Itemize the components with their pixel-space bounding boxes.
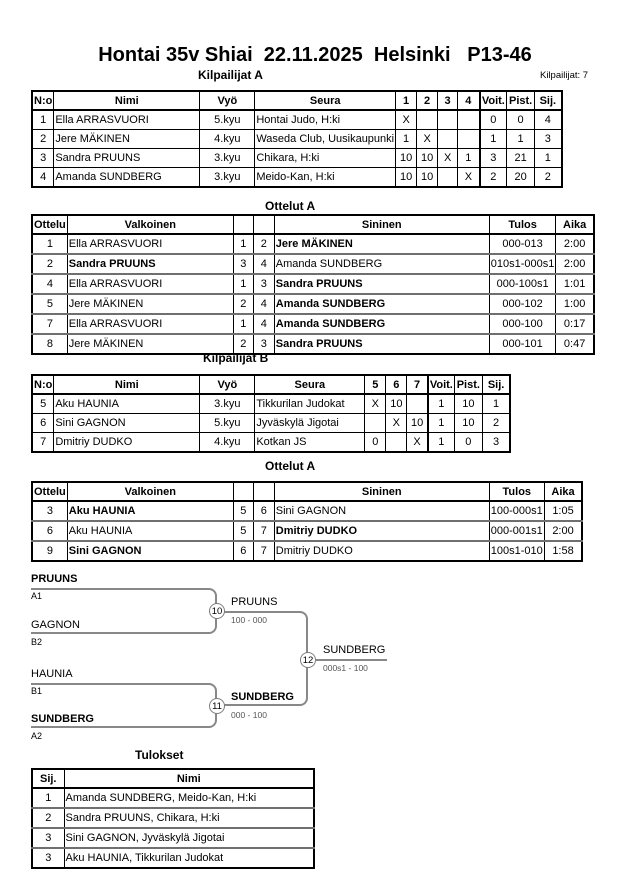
section-title-competitors-b: Kilpailijat B bbox=[203, 351, 269, 365]
cell: 1 bbox=[32, 788, 64, 808]
cell: 6 bbox=[253, 501, 274, 521]
cell: Chikara, H:ki bbox=[255, 149, 396, 168]
cell: 1 bbox=[458, 149, 480, 168]
column-header: Nimi bbox=[64, 769, 314, 788]
section-title-results: Tulokset bbox=[135, 748, 184, 762]
cell: 100-000s1 bbox=[489, 501, 544, 521]
table-row bbox=[32, 254, 594, 274]
bracket-entry-seed: A2 bbox=[31, 731, 43, 741]
cell: 7 bbox=[253, 541, 274, 561]
cell: 1 bbox=[480, 130, 507, 149]
cell: 1 bbox=[233, 314, 253, 334]
cell: 4 bbox=[535, 110, 562, 130]
match-11-winner: SUNDBERG bbox=[231, 691, 294, 703]
cell: 0 bbox=[507, 110, 535, 130]
cell: Sini GAGNON bbox=[54, 414, 200, 433]
table-row bbox=[32, 110, 562, 130]
cell bbox=[407, 394, 428, 414]
bracket-entry-name: GAGNON bbox=[31, 619, 80, 631]
column-header: Pist. bbox=[454, 375, 482, 394]
table-row bbox=[32, 433, 510, 453]
cell: 4 bbox=[253, 314, 274, 334]
column-header: 4 bbox=[458, 91, 480, 110]
cell: 1:01 bbox=[556, 274, 594, 294]
cell: X bbox=[407, 433, 428, 453]
match-12-node: 12 bbox=[300, 652, 316, 668]
cell: 2 bbox=[32, 808, 64, 828]
cell: 2 bbox=[253, 234, 274, 254]
cell: 5.kyu bbox=[200, 414, 255, 433]
cell: X bbox=[386, 414, 407, 433]
cell: Sandra PRUUNS bbox=[54, 149, 200, 168]
table-row bbox=[32, 521, 582, 541]
cell: 0 bbox=[365, 433, 386, 453]
cell: Ella ARRASVUORI bbox=[54, 110, 200, 130]
bracket-winner-line bbox=[316, 659, 387, 661]
cell: 3 bbox=[32, 828, 64, 848]
column-header: 3 bbox=[438, 91, 458, 110]
column-header: Valkoinen bbox=[67, 215, 233, 234]
competitors-b-table bbox=[31, 374, 511, 453]
cell: 5.kyu bbox=[200, 110, 255, 130]
cell: Hontai Judo, H:ki bbox=[255, 110, 396, 130]
cell: 6 bbox=[233, 541, 253, 561]
cell: Amanda SUNDBERG, Meido-Kan, H:ki bbox=[64, 788, 314, 808]
column-header: Tulos bbox=[489, 482, 544, 501]
cell: Kotkan JS bbox=[255, 433, 365, 453]
bracket-entry-name: SUNDBERG bbox=[31, 713, 94, 725]
column-header: Sininen bbox=[274, 482, 489, 501]
cell: 010s1-000s1 bbox=[489, 254, 556, 274]
cell: 3 bbox=[32, 149, 54, 168]
cell: Aku HAUNIA bbox=[67, 501, 233, 521]
cell: 2:00 bbox=[544, 521, 582, 541]
cell: 2 bbox=[482, 414, 510, 433]
cell: 1 bbox=[428, 414, 455, 433]
table-row bbox=[32, 788, 314, 808]
cell: X bbox=[458, 168, 480, 188]
cell: Aku HAUNIA bbox=[54, 394, 200, 414]
column-header: N:o bbox=[32, 375, 54, 394]
cell: Sandra PRUUNS bbox=[274, 334, 489, 354]
cell: 4 bbox=[253, 294, 274, 314]
table-row bbox=[32, 501, 582, 521]
match-12-score: 000s1 - 100 bbox=[323, 663, 368, 673]
cell: 10 bbox=[396, 168, 417, 188]
column-header: Nimi bbox=[54, 91, 200, 110]
competitor-count: Kilpailijat: 7 bbox=[540, 70, 589, 81]
table-row bbox=[32, 234, 594, 254]
matches-a-table bbox=[31, 214, 595, 355]
cell: 000-001s1 bbox=[489, 521, 544, 541]
cell: 10 bbox=[407, 414, 428, 433]
cell: Sini GAGNON bbox=[67, 541, 233, 561]
cell bbox=[458, 130, 480, 149]
cell: 3 bbox=[253, 274, 274, 294]
cell: 000-101 bbox=[489, 334, 556, 354]
cell: 3.kyu bbox=[200, 149, 255, 168]
cell: 5 bbox=[32, 294, 67, 314]
cell: Aku HAUNIA bbox=[67, 521, 233, 541]
match-10-winner: PRUUNS bbox=[231, 596, 278, 608]
column-header bbox=[233, 215, 253, 234]
cell: 3 bbox=[233, 254, 253, 274]
cell: X bbox=[396, 110, 417, 130]
cell: 1 bbox=[535, 149, 562, 168]
cell: 3 bbox=[480, 149, 507, 168]
cell: 2 bbox=[32, 254, 67, 274]
table-row bbox=[32, 314, 594, 334]
cell: X bbox=[438, 149, 458, 168]
cell: 6 bbox=[32, 521, 67, 541]
cell: Sandra PRUUNS bbox=[67, 254, 233, 274]
cell: 7 bbox=[253, 521, 274, 541]
cell: 7 bbox=[32, 314, 67, 334]
cell: Amanda SUNDBERG bbox=[274, 294, 489, 314]
cell: 0 bbox=[480, 110, 507, 130]
cell: Dmitriy DUDKO bbox=[54, 433, 200, 453]
cell: Dmitriy DUDKO bbox=[274, 521, 489, 541]
competitors-a-table bbox=[31, 90, 563, 188]
cell: 1 bbox=[428, 394, 455, 414]
column-header bbox=[253, 215, 274, 234]
cell: 2:00 bbox=[556, 254, 594, 274]
cell: Amanda SUNDBERG bbox=[274, 254, 489, 274]
cell: 100s1-010 bbox=[489, 541, 544, 561]
cell: 5 bbox=[233, 521, 253, 541]
column-header: Voit. bbox=[480, 91, 507, 110]
cell: 21 bbox=[507, 149, 535, 168]
table-row bbox=[32, 130, 562, 149]
column-header: Tulos bbox=[489, 215, 556, 234]
cell: 9 bbox=[32, 541, 67, 561]
cell: 1 bbox=[233, 234, 253, 254]
cell: 3 bbox=[32, 848, 64, 868]
cell: X bbox=[417, 130, 438, 149]
page-title: Hontai 35v Shiai 22.11.2025 Helsinki P13-46 bbox=[98, 44, 532, 66]
cell: 6 bbox=[32, 414, 54, 433]
cell: 4 bbox=[253, 254, 274, 274]
cell: Jere MÄKINEN bbox=[67, 294, 233, 314]
cell: 1 bbox=[428, 433, 455, 453]
table-row bbox=[32, 541, 582, 561]
cell: 000-102 bbox=[489, 294, 556, 314]
header-row bbox=[32, 769, 314, 788]
cell: Sini GAGNON, Jyväskylä Jigotai bbox=[64, 828, 314, 848]
cell bbox=[458, 110, 480, 130]
match-10-score: 100 - 000 bbox=[231, 615, 267, 625]
cell: 10 bbox=[396, 149, 417, 168]
header-row bbox=[32, 91, 562, 110]
matches-b-table bbox=[31, 481, 583, 562]
table-row bbox=[32, 828, 314, 848]
bracket-entry-name: HAUNIA bbox=[31, 668, 73, 680]
match-11-score: 000 - 100 bbox=[231, 710, 267, 720]
cell: 1 bbox=[233, 274, 253, 294]
cell: Ella ARRASVUORI bbox=[67, 274, 233, 294]
cell: 3 bbox=[32, 501, 67, 521]
cell: 1 bbox=[32, 110, 54, 130]
column-header: Sij. bbox=[482, 375, 510, 394]
cell: Jyväskylä Jigotai bbox=[255, 414, 365, 433]
column-header: Valkoinen bbox=[67, 482, 233, 501]
cell bbox=[438, 168, 458, 188]
cell: Sandra PRUUNS bbox=[274, 274, 489, 294]
cell bbox=[365, 414, 386, 433]
cell: 3 bbox=[482, 433, 510, 453]
table-row bbox=[32, 394, 510, 414]
table-row bbox=[32, 149, 562, 168]
cell: 0:17 bbox=[556, 314, 594, 334]
match-10-node: 10 bbox=[209, 603, 225, 619]
cell: Jere MÄKINEN bbox=[274, 234, 489, 254]
cell: 1:58 bbox=[544, 541, 582, 561]
cell: 3 bbox=[253, 334, 274, 354]
cell: 1 bbox=[482, 394, 510, 414]
column-header: N:o bbox=[32, 91, 54, 110]
cell: 10 bbox=[454, 414, 482, 433]
column-header: Nimi bbox=[54, 375, 200, 394]
results-table bbox=[31, 768, 315, 869]
table-row bbox=[32, 294, 594, 314]
column-header: Ottelu bbox=[32, 215, 67, 234]
column-header: 6 bbox=[386, 375, 407, 394]
section-title-matches-a: Ottelut A bbox=[265, 199, 316, 213]
table-row bbox=[32, 848, 314, 868]
cell: Amanda SUNDBERG bbox=[274, 314, 489, 334]
cell: 5 bbox=[233, 501, 253, 521]
cell: Ella ARRASVUORI bbox=[67, 314, 233, 334]
cell: 8 bbox=[32, 334, 67, 354]
column-header bbox=[233, 482, 253, 501]
column-header: Voit. bbox=[428, 375, 455, 394]
header-row bbox=[32, 215, 594, 234]
column-header: Aika bbox=[544, 482, 582, 501]
column-header: Sij. bbox=[32, 769, 64, 788]
bracket-entry-name: PRUUNS bbox=[31, 573, 78, 585]
cell: 2:00 bbox=[556, 234, 594, 254]
cell bbox=[386, 433, 407, 453]
column-header: Seura bbox=[255, 375, 365, 394]
cell: 20 bbox=[507, 168, 535, 188]
cell: 2 bbox=[233, 294, 253, 314]
cell: 1 bbox=[32, 234, 67, 254]
cell: 2 bbox=[480, 168, 507, 188]
cell: 000-013 bbox=[489, 234, 556, 254]
column-header: 1 bbox=[396, 91, 417, 110]
cell: Jere MÄKINEN bbox=[54, 130, 200, 149]
cell: 3 bbox=[535, 130, 562, 149]
cell: X bbox=[365, 394, 386, 414]
cell bbox=[438, 130, 458, 149]
table-row bbox=[32, 274, 594, 294]
cell: 5 bbox=[32, 394, 54, 414]
column-header: Pist. bbox=[507, 91, 535, 110]
bracket-entry-seed: B2 bbox=[31, 637, 43, 647]
column-header: 7 bbox=[407, 375, 428, 394]
cell: 10 bbox=[417, 149, 438, 168]
cell: 000-100 bbox=[489, 314, 556, 334]
cell: 000-100s1 bbox=[489, 274, 556, 294]
column-header: Sininen bbox=[274, 215, 489, 234]
column-header: 2 bbox=[417, 91, 438, 110]
header-row bbox=[32, 375, 510, 394]
table-row bbox=[32, 168, 562, 188]
cell: 4 bbox=[32, 274, 67, 294]
cell: Jere MÄKINEN bbox=[67, 334, 233, 354]
cell: 4.kyu bbox=[200, 130, 255, 149]
cell bbox=[417, 110, 438, 130]
header-row bbox=[32, 482, 582, 501]
cell: 10 bbox=[386, 394, 407, 414]
cell: Waseda Club, Uusikaupunki bbox=[255, 130, 396, 149]
column-header: Aika bbox=[556, 215, 594, 234]
bracket-entry-seed: B1 bbox=[31, 686, 43, 696]
cell bbox=[438, 110, 458, 130]
cell: 10 bbox=[417, 168, 438, 188]
column-header bbox=[253, 482, 274, 501]
column-header: Vyö bbox=[200, 91, 255, 110]
cell: Sandra PRUUNS, Chikara, H:ki bbox=[64, 808, 314, 828]
cell: 10 bbox=[454, 394, 482, 414]
cell: Aku HAUNIA, Tikkurilan Judokat bbox=[64, 848, 314, 868]
section-title-matches-b: Ottelut A bbox=[265, 459, 316, 473]
section-title-competitors-a: Kilpailijat A bbox=[198, 68, 263, 82]
cell: Sini GAGNON bbox=[274, 501, 489, 521]
table-row bbox=[32, 414, 510, 433]
cell: 4 bbox=[32, 168, 54, 188]
column-header: Ottelu bbox=[32, 482, 67, 501]
cell: 7 bbox=[32, 433, 54, 453]
column-header: Sij. bbox=[535, 91, 562, 110]
column-header: Vyö bbox=[200, 375, 255, 394]
cell: 0 bbox=[454, 433, 482, 453]
cell: 1:00 bbox=[556, 294, 594, 314]
column-header: 5 bbox=[365, 375, 386, 394]
table-row bbox=[32, 808, 314, 828]
cell: Amanda SUNDBERG bbox=[54, 168, 200, 188]
table-row bbox=[32, 334, 594, 354]
cell: 2 bbox=[233, 334, 253, 354]
cell: 2 bbox=[535, 168, 562, 188]
cell: 3.kyu bbox=[200, 394, 255, 414]
bracket-entry-seed: A1 bbox=[31, 591, 43, 601]
cell: 0:47 bbox=[556, 334, 594, 354]
cell: Meido-Kan, H:ki bbox=[255, 168, 396, 188]
match-11-node: 11 bbox=[209, 698, 225, 714]
cell: 1:05 bbox=[544, 501, 582, 521]
column-header: Seura bbox=[255, 91, 396, 110]
match-12-winner: SUNDBERG bbox=[323, 644, 386, 656]
cell: Dmitriy DUDKO bbox=[274, 541, 489, 561]
cell: 1 bbox=[507, 130, 535, 149]
cell: 4.kyu bbox=[200, 433, 255, 453]
cell: Tikkurilan Judokat bbox=[255, 394, 365, 414]
cell: 1 bbox=[396, 130, 417, 149]
cell: 3.kyu bbox=[200, 168, 255, 188]
cell: 2 bbox=[32, 130, 54, 149]
cell: Ella ARRASVUORI bbox=[67, 234, 233, 254]
